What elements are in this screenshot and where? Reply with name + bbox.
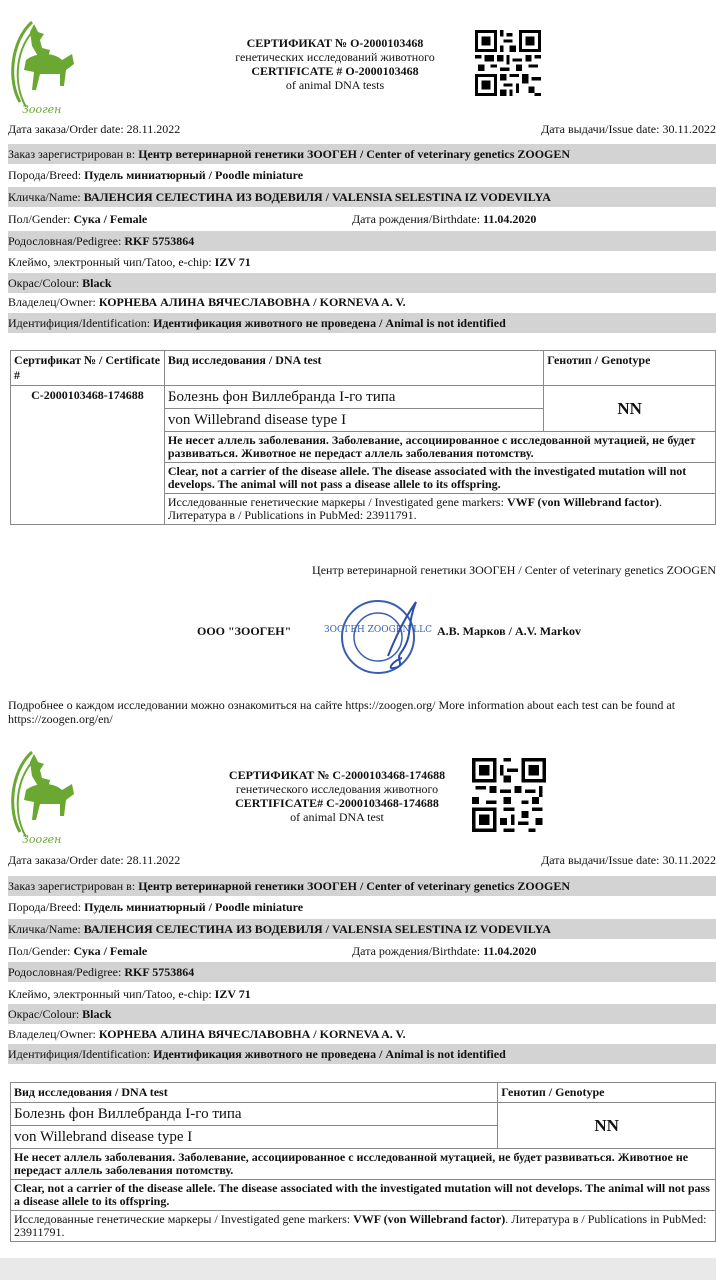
name-row-2: Кличка/Name: ВАЛЕНСИЯ СЕЛЕСТИНА ИЗ ВОДЕВИЛЯ / VALENSIA SELESTINA IZ VODEVILYA — [8, 919, 716, 939]
certificate-header — [200, 36, 470, 92]
certificate-subtitle-ru: генетических исследований животного — [235, 50, 435, 64]
colour-row: Окрас/Colour: Black — [8, 273, 716, 293]
disease-en: von Willebrand disease type I — [164, 409, 543, 432]
cert-header: Сертификат № / Certificate # — [11, 351, 165, 386]
chip-row-2: Клеймо, электронный чип/Tatoo, e-chip: IZV 71 — [8, 987, 251, 1001]
result-en: Clear, not a carrier of the disease allele. The disease associated with the investigated mutation will not develops. The animal will not pass a disease allele to its offspring. — [164, 463, 715, 494]
test-header-2: Вид исследования / DNA test — [11, 1083, 498, 1103]
company-name: ООО "ЗООГЕН" — [197, 624, 292, 638]
pedigree-row-2: Родословная/Pedigree: RKF 5753864 — [8, 962, 716, 982]
more-info-note: Подробнее о каждом исследовании можно ознакомиться на сайте https://zoogen.org/ More information about each test can be found at https://zoogen.org/en/ — [8, 698, 676, 726]
genotype-header: Генотип / Genotype — [544, 351, 716, 386]
test-header: Вид исследования / DNA test — [164, 351, 543, 386]
result-ru: Не несет аллель заболевания. Заболевание, ассоциированное с исследованной мутацией, не будет развиваться. Животное не передаст аллель заболевания потомству. — [164, 432, 715, 463]
zoogen-logo — [6, 12, 78, 118]
issue-date-2: Дата выдачи/Issue date: 30.11.2022 — [541, 853, 716, 867]
results-table — [10, 350, 716, 525]
disease-en-2: von Willebrand disease type I — [11, 1126, 498, 1149]
qr-code — [474, 30, 542, 96]
gender-row-2: Пол/Gender: Сука / Female Дата рождения/Birthdate: 11.04.2020 — [8, 941, 716, 961]
certificate-title-ru: СЕРТИФИКАТ № О-2000103468 — [246, 36, 424, 50]
identification-row: Идентифиция/Identification: Идентификация животного не проведена / Animal is not identified — [8, 313, 716, 333]
name-row: Кличка/Name: ВАЛЕНСИЯ СЕЛЕСТИНА ИЗ ВОДЕВИЛЯ / VALENSIA SELESTINA IZ VODEVILYA — [8, 187, 716, 207]
certificate2-subtitle-ru: генетического исследования животного — [235, 782, 439, 796]
identification-row-2: Идентифиция/Identification: Идентификация животного не проведена / Animal is not identified — [8, 1044, 716, 1064]
genotype-value-2: NN — [498, 1103, 716, 1149]
dates-row-2 — [8, 852, 716, 868]
bottom-bar — [0, 1258, 716, 1280]
zoogen-logo-2 — [6, 742, 78, 848]
gender-row: Пол/Gender: Сука / Female Дата рождения/Birthdate: 11.04.2020 — [8, 209, 716, 229]
markers-cell: Исследованные генетические маркеры / Investigated gene markers: VWF (von Willebrand factor). Литература в / Publications in PubMed: 23911791. — [164, 494, 715, 525]
birthdate: Дата рождения/Birthdate: 11.04.2020 — [352, 212, 537, 226]
logo-text-2: Зооген — [22, 833, 62, 846]
stamp-text: ЗООГЕН ZOOGEN LLC — [324, 625, 432, 635]
certificate-header-2 — [202, 768, 472, 824]
logo-text: Зооген — [22, 103, 62, 116]
cert-number: С-2000103468-174688 — [11, 386, 165, 525]
registered-row-2: Заказ зарегистрирован в: Центр ветеринарной генетики ЗООГЕН / Center of veterinary genetics ZOOGEN — [8, 876, 716, 896]
result-en-2: Clear, not a carrier of the disease allele. The disease associated with the investigated mutation will not develops. The animal will not pass a disease allele to its offspring. — [11, 1180, 716, 1211]
center-signature-line: Центр ветеринарной генетики ЗООГЕН / Center of veterinary genetics ZOOGEN — [312, 563, 716, 577]
breed-row: Порода/Breed: Пудель миниатюрный / Poodle miniature — [8, 168, 304, 182]
genotype-value: NN — [544, 386, 716, 432]
qr-code-2 — [472, 758, 546, 832]
markers-cell-2: Исследованные генетические маркеры / Investigated gene markers: VWF (von Willebrand factor). Литература в / Publications in PubMed: 23911791. — [11, 1211, 716, 1242]
certificate-title-en: CERTIFICATE # О-2000103468 — [251, 64, 419, 78]
certificate2-title-ru: СЕРТИФИКАТ № С-2000103468-174688 — [228, 768, 446, 782]
pedigree-row: Родословная/Pedigree: RKF 5753864 — [8, 231, 716, 251]
dates-row — [8, 121, 716, 137]
stamp-icon — [324, 596, 436, 678]
order-date: Дата заказа/Order date: 28.11.2022 — [8, 122, 181, 136]
signer-name: А.В. Марков / A.V. Markov — [437, 624, 582, 638]
certificate2-title-en: CERTIFICATE# С-2000103468-174688 — [235, 796, 439, 810]
breed-row-2: Порода/Breed: Пудель миниатюрный / Poodle miniature — [8, 900, 304, 914]
certificate2-subtitle-en: of animal DNA test — [290, 810, 384, 824]
disease-ru: Болезнь фон Виллебранда I-го типа — [164, 386, 543, 409]
owner-row-2: Владелец/Owner: КОРНЕВА АЛИНА ВЯЧЕСЛАВОВНА / KORNEVA A. V. — [8, 1027, 406, 1041]
registered-row: Заказ зарегистрирован в: Центр ветеринарной генетики ЗООГЕН / Center of veterinary genetics ZOOGEN — [8, 144, 716, 164]
issue-date: Дата выдачи/Issue date: 30.11.2022 — [541, 122, 716, 136]
chip-row: Клеймо, электронный чип/Tatoo, e-chip: IZV 71 — [8, 255, 251, 269]
owner-row: Владелец/Owner: КОРНЕВА АЛИНА ВЯЧЕСЛАВОВНА / KORNEVA A. V. — [8, 295, 406, 309]
result-ru-2: Не несет аллель заболевания. Заболевание, ассоциированное с исследованной мутацией, не будет развиваться. Животное не передаст аллель заболевания потомству. — [11, 1149, 716, 1180]
results-table-2 — [10, 1082, 716, 1242]
colour-row-2: Окрас/Colour: Black — [8, 1004, 716, 1024]
order-date-2: Дата заказа/Order date: 28.11.2022 — [8, 853, 181, 867]
birthdate-2: Дата рождения/Birthdate: 11.04.2020 — [352, 944, 537, 958]
genotype-header-2: Генотип / Genotype — [498, 1083, 716, 1103]
certificate-subtitle-en: of animal DNA tests — [285, 78, 385, 92]
disease-ru-2: Болезнь фон Виллебранда I-го типа — [11, 1103, 498, 1126]
